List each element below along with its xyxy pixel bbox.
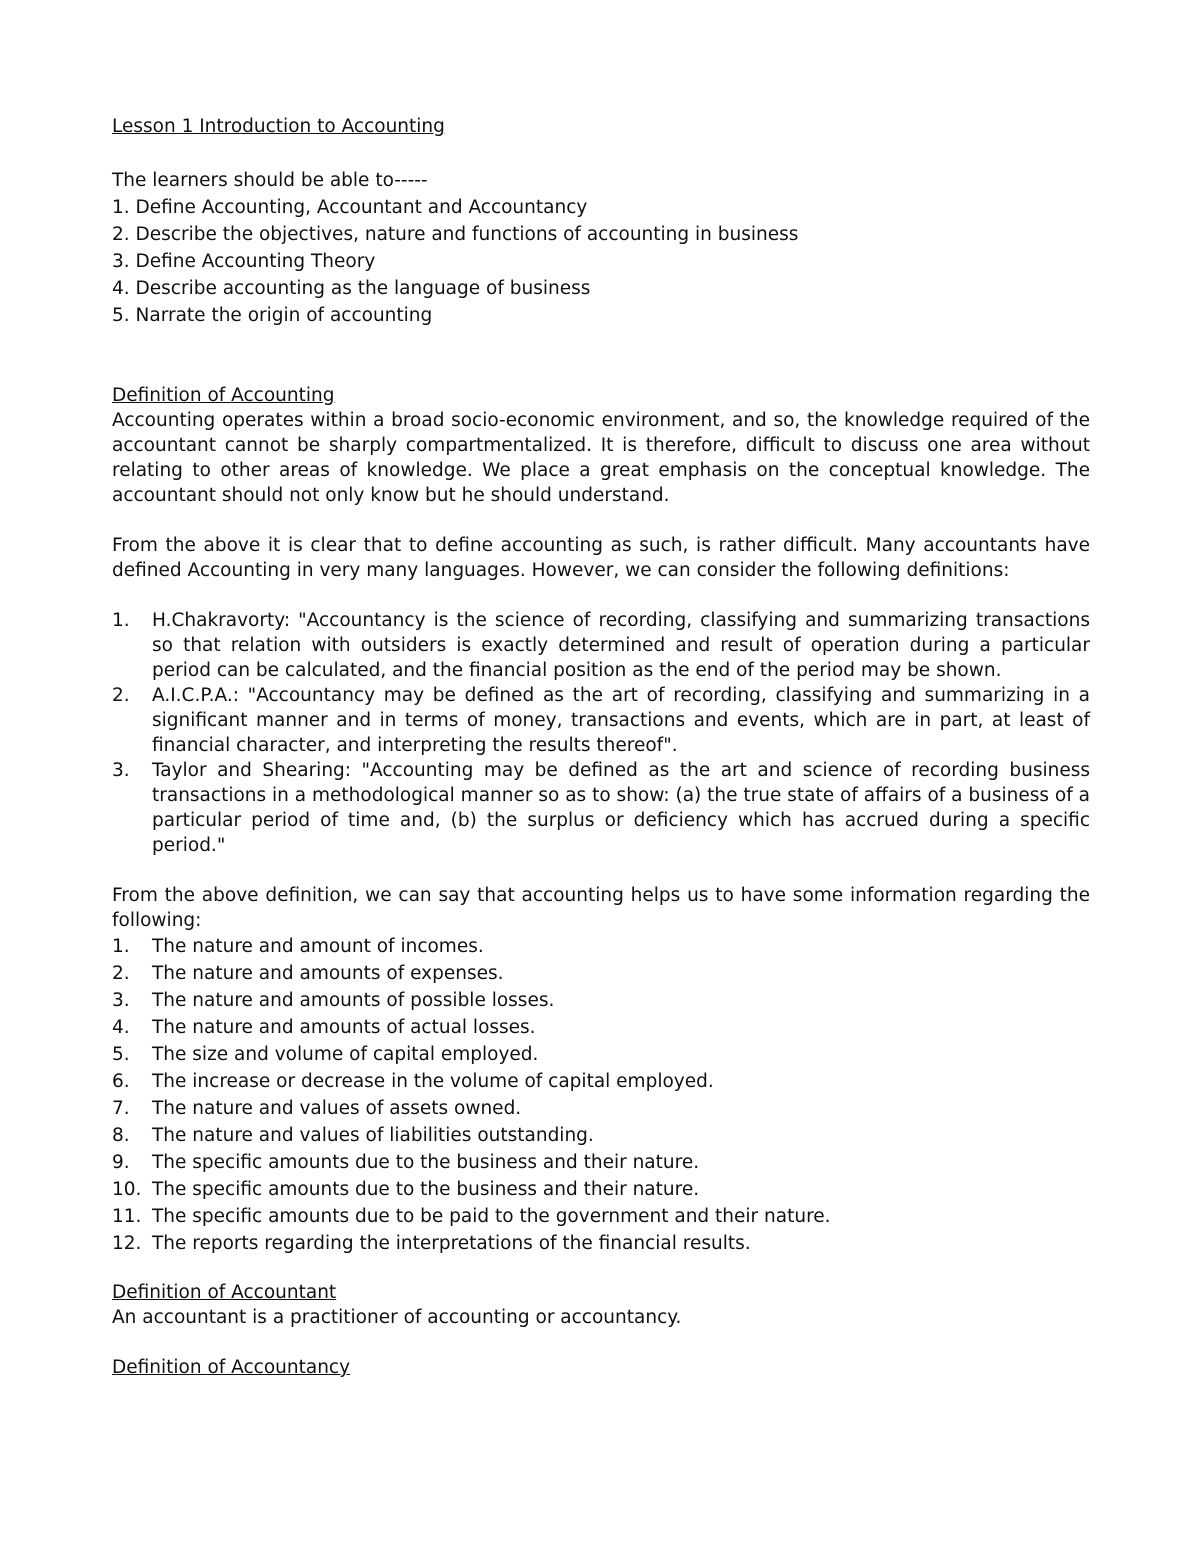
info-item	[112, 987, 1090, 1014]
objective-item: 5. Narrate the origin of accounting	[112, 305, 433, 326]
info-item	[112, 1203, 1090, 1230]
item-text: The nature and amounts of actual losses.	[152, 1017, 536, 1038]
definition-item	[112, 683, 1090, 758]
objectives-intro: The learners should be able to-----	[112, 170, 428, 191]
item-text: The specific amounts due to the business and their nature.	[152, 1179, 700, 1200]
definition-item	[112, 608, 1090, 683]
lesson-title: Lesson 1 Introduction to Accounting	[112, 116, 445, 137]
item-text: A.I.C.P.A.: "Accountancy may be defined as the art of recording, classifying and summarizing in a significant manner and in terms of money, transactions and events, which are in part, at least of financial character, and interpreting the results thereof".	[152, 685, 1090, 756]
item-text: The specific amounts due to the business and their nature.	[152, 1152, 700, 1173]
item-text: The size and volume of capital employed.	[152, 1044, 539, 1065]
item-text: The nature and amounts of expenses.	[152, 963, 504, 984]
item-number: 1.	[112, 936, 130, 957]
definition-of-accountancy-heading: Definition of Accountancy	[112, 1357, 351, 1378]
item-number: 4.	[112, 1017, 130, 1038]
accountant-definition-text: An accountant is a practitioner of accounting or accountancy.	[112, 1307, 682, 1328]
item-text: The nature and values of liabilities outstanding.	[152, 1125, 594, 1146]
spacer	[112, 508, 1090, 533]
info-item	[112, 960, 1090, 987]
item-text: Taylor and Shearing: "Accounting may be defined as the art and science of recording business transactions in a methodological manner so as to show: (a) the true state of affairs of a business of a particular period of time and, (b) the surplus or deficiency which has accrued during a specific period."	[152, 760, 1090, 856]
info-item	[112, 1068, 1090, 1095]
definitions-list	[112, 608, 1090, 858]
spacer	[112, 1330, 1090, 1355]
objective-item: 4. Describe accounting as the language of business	[112, 278, 591, 299]
item-text: H.Chakravorty: "Accountancy is the science of recording, classifying and summarizing transactions so that relation with outsiders is exactly determined and result of operation during a particular period can be calculated, and the financial position as the end of the period may be shown.	[152, 610, 1090, 681]
spacer	[112, 140, 1090, 167]
item-number: 2.	[112, 963, 130, 984]
spacer	[112, 583, 1090, 608]
item-text: The nature and values of assets owned.	[152, 1098, 522, 1119]
accounting-paragraph-2: From the above it is clear that to define accounting as such, is rather difficult. Many accountants have defined Accounting in very many languages. However, we can consider the following definitions:	[112, 535, 1090, 581]
item-text: The specific amounts due to be paid to the government and their nature.	[152, 1206, 831, 1227]
info-item	[112, 1176, 1090, 1203]
item-number: 12.	[112, 1233, 142, 1254]
item-text: The nature and amounts of possible losses.	[152, 990, 555, 1011]
spacer	[112, 329, 1090, 383]
accounting-paragraph-3: From the above definition, we can say that accounting helps us to have some information regarding the following:	[112, 885, 1090, 931]
info-item	[112, 1149, 1090, 1176]
information-list	[112, 933, 1090, 1257]
spacer	[112, 1257, 1090, 1280]
objective-item: 3. Define Accounting Theory	[112, 251, 376, 272]
item-number: 11.	[112, 1206, 142, 1227]
item-number: 10.	[112, 1179, 142, 1200]
definition-item	[112, 758, 1090, 858]
item-number: 3.	[112, 990, 130, 1011]
document-page	[112, 113, 1090, 1380]
info-item	[112, 933, 1090, 960]
item-number: 7.	[112, 1098, 130, 1119]
info-item	[112, 1122, 1090, 1149]
spacer	[112, 858, 1090, 883]
objectives-list	[112, 194, 1090, 329]
objective-item: 2. Describe the objectives, nature and functions of accounting in business	[112, 224, 799, 245]
item-text: The increase or decrease in the volume of capital employed.	[152, 1071, 714, 1092]
item-number: 1.	[112, 610, 130, 631]
item-number: 2.	[112, 685, 130, 706]
objective-item: 1. Define Accounting, Accountant and Accountancy	[112, 197, 588, 218]
definition-of-accountant-heading: Definition of Accountant	[112, 1282, 337, 1303]
info-item	[112, 1041, 1090, 1068]
item-text: The reports regarding the interpretations of the financial results.	[152, 1233, 751, 1254]
item-number: 6.	[112, 1071, 130, 1092]
item-number: 5.	[112, 1044, 130, 1065]
item-number: 9.	[112, 1152, 130, 1173]
item-number: 8.	[112, 1125, 130, 1146]
accounting-paragraph-1: Accounting operates within a broad socio-economic environment, and so, the knowledge required of the accountant cannot be sharply compartmentalized. It is therefore, difficult to discuss one area without relating to other areas of knowledge. We place a great emphasis on the conceptual knowledge. The accountant should not only know but he should understand.	[112, 410, 1090, 506]
item-number: 3.	[112, 760, 130, 781]
info-item	[112, 1095, 1090, 1122]
info-item	[112, 1230, 1090, 1257]
definition-of-accounting-heading: Definition of Accounting	[112, 385, 335, 406]
item-text: The nature and amount of incomes.	[152, 936, 484, 957]
info-item	[112, 1014, 1090, 1041]
